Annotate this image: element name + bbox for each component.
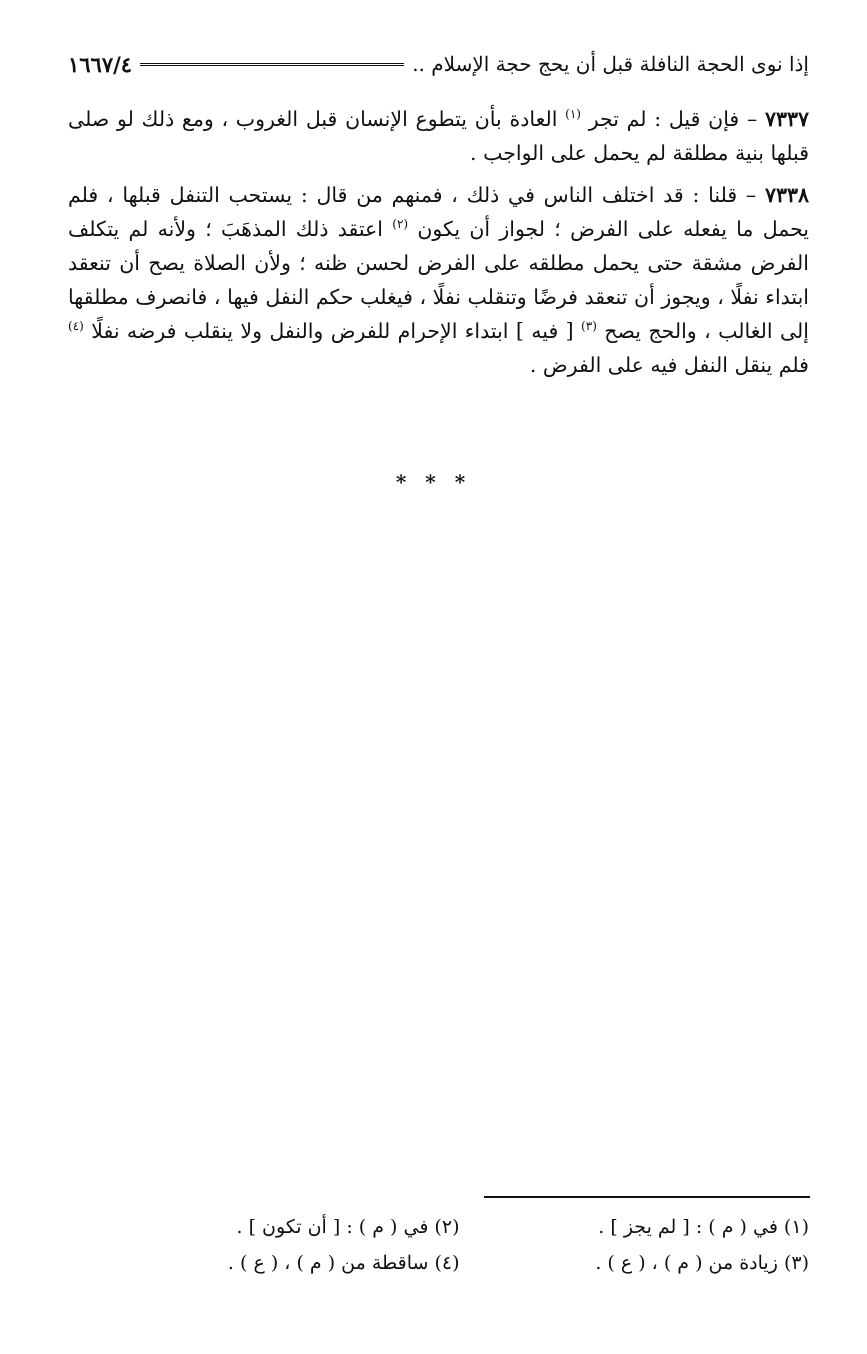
footnote-1: (١) في ( م ) : [ لم يجز ] . (598, 1216, 809, 1238)
footnote-2: (٢) في ( م ) : [ أن تكون ] . (236, 1216, 460, 1238)
page-header (68, 44, 809, 84)
paragraph-text: فلم ينقل النفل فيه على الفرض . (529, 353, 809, 377)
footnote-4: (٤) ساقطة من ( م ) ، ( ع ) . (227, 1252, 460, 1274)
body-text (68, 102, 809, 390)
footnotes (150, 1212, 809, 1278)
page-number: ١٦٦٧/٤ (68, 51, 133, 77)
paragraph-text: العادة بأن يتطوع الإنسان قبل الغروب ، ومع ذلك لو صلى قبلها بنية مطلقة لم يحمل على الواجب . (68, 107, 809, 165)
running-title: إذا نوى الحجة النافلة قبل أن يحج حجة الإسلام .. (412, 52, 809, 76)
paragraph-text: اعتقد ذلك المذهَبَ ؛ ولأنه لم يتكلف الفرض مشقة حتى يحمل مطلقه على الفرض لحسن ظنه ؛ ولأن الصلاة يصح أن تنعقد ابتداء نفلًا ، ويجوز أن تنعقد فرضًا وتنقلب نفلًا ، فيغلب حكم النفل فيها ، فانصرف مطلقها إلى الغالب ، والحج يصح (68, 217, 809, 343)
paragraph-text: [ فيه ] ابتداء الإحرام للفرض والنفل ولا ينقلب فرضه نفلًا (83, 319, 582, 343)
footnote-ref-4[interactable]: (٤) (68, 319, 84, 334)
footnote-rule (484, 1196, 810, 1198)
paragraph-7338 (68, 178, 809, 382)
footnote-ref-2[interactable]: (٢) (392, 217, 409, 232)
section-separator: * * * (395, 470, 472, 494)
header-rule (140, 63, 404, 69)
paragraph-number: ٧٣٣٧ (764, 107, 809, 131)
footnote-ref-3[interactable]: (٣) (581, 319, 597, 334)
footnote-3: (٣) زيادة من ( م ) ، ( ع ) . (595, 1252, 809, 1274)
paragraph-text: – فإن قيل : لم تجر (580, 107, 758, 131)
footnote-ref-1[interactable]: (١) (565, 107, 581, 122)
paragraph-7337 (68, 102, 809, 170)
paragraph-number: ٧٣٣٨ (764, 183, 809, 207)
paragraph-text: – قلنا : قد اختلف الناس في ذلك ، فمنهم من قال : يستحب التنفل قبلها ، فلم يحمل ما يفعله على الفرض ؛ لجواز أن يكون (68, 183, 810, 241)
